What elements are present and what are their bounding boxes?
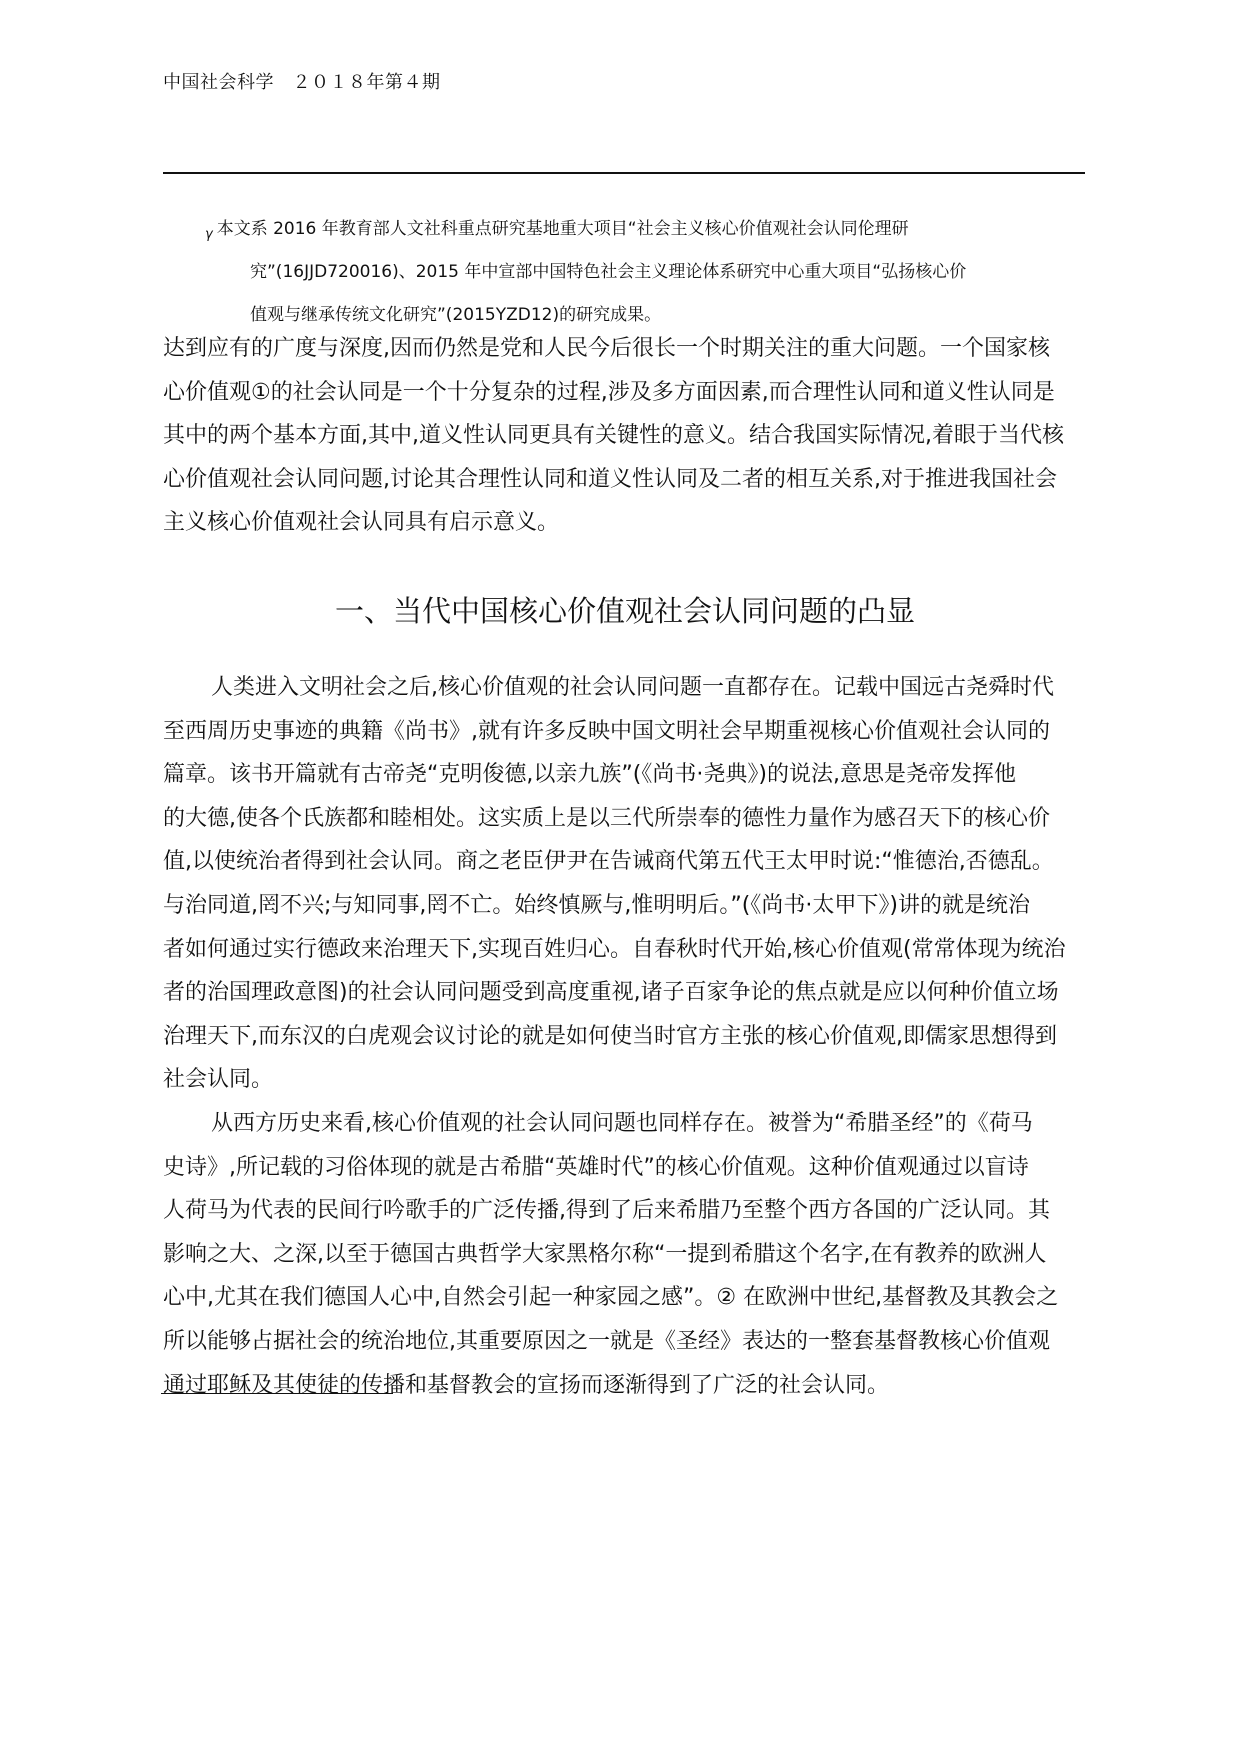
section-heading: 一、当代中国核心价值观社会认同问题的凸显 [334,594,915,628]
text-line: 人类进入文明社会之后,核心价值观的社会认同问题一直都存在。记载中国远古尧舜时代 [211,675,1054,700]
footnote-line: 值观与继承传统文化研究”(2015YZD12)的研究成果。 [250,305,662,325]
text-line: 影响之大、之深,以至于德国古典哲学大家黑格尔称“一提到希腊这个名字,在有教养的欧洲人 [163,1241,1047,1267]
footnote-line: 究”(16JJD720016)、2015 年中宣部中国特色社会主义理论体系研究中心重大项目“弘扬核心价 [250,262,967,282]
intro-paragraph [163,327,1098,545]
paragraph-2 [163,1102,1098,1407]
text-line: 心中,尤其在我们德国人心中,自然会引起一种家园之感”。② 在欧洲中世纪,基督教及其教会之 [163,1285,1059,1311]
text-line: 治理天下,而东汉的白虎观会议讨论的就是如何使当时官方主张的核心价值观,即儒家思想得到 [163,1023,1057,1049]
text-line: 社会认同。 [163,1067,274,1093]
text-line: 所以能够占据社会的统治地位,其重要原因之一就是《圣经》表达的一整套基督教核心价值观 [163,1328,1050,1354]
footnote-separator [161,1393,393,1394]
text-line: 通过耶稣及其使徒的传播和基督教会的宣扬而逐渐得到了广泛的社会认同。 [163,1372,890,1398]
text-line: 其中的两个基本方面,其中,道义性认同更具有关键性的意义。结合我国实际情况,着眼于当代核 [163,423,1064,449]
paragraph-1 [163,666,1098,1102]
text-line: 者如何通过实行德政来治理天下,实现百姓归心。自春秋时代开始,核心价值观(常常体现为统治 [163,936,1066,962]
text-line: 篇章。该书开篇就有古帝尧“克明俊德,以亲九族”(《尚书·尧典》)的说法,意思是尧帝发挥他 [163,762,1016,788]
text-line: 主义核心价值观社会认同具有启示意义。 [163,510,560,536]
text-line: 心价值观社会认同问题,讨论其合理性认同和道义性认同及二者的相互关系,对于推进我国社会 [163,466,1057,492]
text-line: 与治同道,罔不兴;与知同事,罔不亡。始终慎厥与,惟明明后。”(《尚书·太甲下》)讲的就是统治 [163,892,1030,918]
text-line: 者的治国理政意图)的社会认同问题受到高度重视,诸子百家争论的焦点就是应以何种价值立场 [163,980,1059,1006]
footnote-line: $_\gamma$ 本文系 2016 年教育部人文社科重点研究基地重大项目“社会主义核心价值观社会认同伦理研 [205,219,909,242]
text-line: 至西周历史事迹的典籍《尚书》,就有许多反映中国文明社会早期重视核心价值观社会认同的 [163,718,1050,744]
footnote-marker: γ [205,227,213,242]
text-line: 值,以使统治者得到社会认同。商之老臣伊尹在告诫商代第五代王太甲时说:“惟德治,否德乱。 [163,849,1054,875]
text-line: 人荷马为代表的民间行吟歌手的广泛传播,得到了后来希腊乃至整个西方各国的广泛认同。其 [163,1198,1050,1224]
header-rule [163,172,1085,174]
section-body [163,666,1098,1407]
text-line: 的大德,使各个氏族都和睦相处。这实质上是以三代所崇奉的德性力量作为感召天下的核心价 [163,805,1050,831]
funding-footnote [205,208,1105,337]
running-header: 中国社会科学 ２０１８年第４期 [163,72,441,93]
text-line: 心价值观①的社会认同是一个十分复杂的过程,涉及多方面因素,而合理性认同和道义性认同是 [163,379,1055,405]
text-line: 从西方历史来看,核心价值观的社会认同问题也同样存在。被誉为“希腊圣经”的《荷马 [211,1110,1033,1136]
text-line: 达到应有的广度与深度,因而仍然是党和人民今后很长一个时期关注的重大问题。一个国家核 [163,336,1050,361]
text-line: 史诗》,所记载的习俗体现的就是古希腊“英雄时代”的核心价值观。这种价值观通过以盲诗 [163,1154,1029,1180]
